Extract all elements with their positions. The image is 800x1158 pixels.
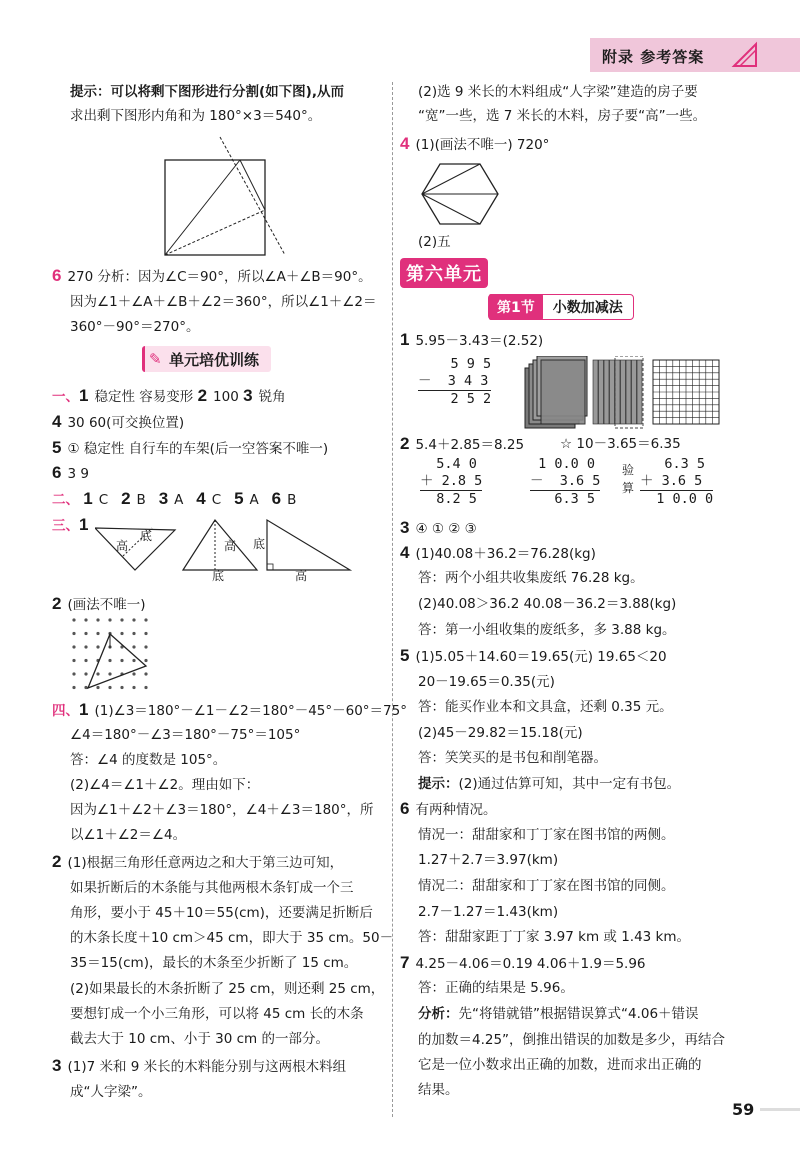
vertical-check: 6.3 5 ＋ 3.6 5 1 0.0 0 [640,456,714,507]
part4-line: 如果折断后的木条能与其他两根木条钉成一个三 [70,880,354,896]
q4-line: 4 (1)(画法不唯一) 720° [400,134,550,153]
q6-line: 6 270 分析：因为∠C＝90°，所以∠A＋∠B＝90°。 [52,266,372,285]
tenth-strip [593,360,598,424]
grid-dot [132,618,135,621]
ruler-icon [730,38,760,72]
grid-dot [96,686,99,689]
part4-line: 成“人字梁”。 [70,1084,152,1100]
s5-line: 20－19.65＝0.35(元) [418,674,555,690]
s5-tip: 提示：(2)通过估算可知，其中一定有书包。 [418,776,681,792]
s5-line: (2)45－29.82＝15.18(元) [418,725,583,741]
s5-line: 答：笑笑买的是书包和削笔器。 [418,750,607,766]
s2-line: ☆ 10－3.65＝6.35 [560,436,681,452]
polygon-split-figure [160,135,295,260]
tenth-strip [610,360,615,424]
part4-line: ∠4＝180°－∠3＝180°－75°＝105° [70,727,301,743]
tip-line: 求出剩下图形内角和为 180°×3＝540°。 [70,108,322,124]
q6-line: 因为∠1＋∠A＋∠B＋∠2＝360°，所以∠1＋∠2＝ [70,294,377,310]
s7-line: 7 4.25－4.06＝0.19 4.06＋1.9＝5.96 [400,953,646,972]
grid-dot [96,632,99,635]
vertical-subtraction: 5 9 5 － 3 4 3 2 5 2 [418,356,492,407]
grid-dot [72,686,75,689]
part2-line: 二、 1 C 2 B 3 A 4 C 5 A 6 B [52,489,297,508]
part1-line: 一、1 稳定性 容易变形 2 100 3 锐角 [52,386,286,405]
s4-line: 答：两个小组共收集废纸 76.28 kg。 [418,570,644,586]
unit-practice-title: ✎ 单元培优训练 [142,346,271,372]
label-base: 底 [212,569,225,583]
grid-dot [132,686,135,689]
grid-dot [84,672,87,675]
grid-dot [120,659,123,662]
part4-line: 要想钉成一个小三角形，可以将 45 cm 长的木条 [70,1006,364,1022]
grid-dot [72,632,75,635]
grid-dot [96,645,99,648]
s1-line: 1 5.95－3.43＝(2.52) [400,330,544,349]
part4-q2: 2 (1)根据三角形任意两边之和大于第三边可知， [52,852,344,871]
grid-dot [96,672,99,675]
tip-line: 提示：可以将剩下图形进行分割(如下图),从而 [70,84,344,100]
grid-dot [144,659,147,662]
grid-dot [132,632,135,635]
grid-dot [84,618,87,621]
part4-line: 的木条长度＋10 cm＞45 cm，即大于 35 cm。50－ [70,930,394,946]
s6-line: 情况二：甜甜家和丁丁家在图书馆的同侧。 [418,878,675,894]
label-height: 高 [116,539,129,553]
s7-line: 答：正确的结果是 5.96。 [418,980,574,996]
dot-grid-figure [66,616,166,692]
grid-dot [72,672,75,675]
grid-dot [120,632,123,635]
vertical-subtraction-2: 1 0.0 0 － 3.6 5 6.3 5 [530,456,601,507]
page-number: 59 [732,1100,755,1119]
tenth-strip [604,360,609,424]
hexagon-figure [420,160,500,228]
s6-line: 1.27＋2.7＝3.97(km) [418,852,559,868]
grid-dot [72,618,75,621]
q6-line: 360°－90°＝270°。 [70,319,200,335]
label-base: 底 [140,529,153,543]
s4-line: 4 (1)40.08＋36.2＝76.28(kg) [400,543,596,562]
grid-dot [72,645,75,648]
check-label: 验 [622,463,635,477]
vertical-addition: 5.4 0 ＋ 2.8 5 8.2 5 [420,456,483,507]
grid-dot [144,645,147,648]
grid-dot [84,645,87,648]
right-line: (2)选 9 米长的木料组成“人字梁”建造的房子要 [418,84,698,100]
label-height: 高 [295,569,308,583]
s4-line: (2)40.08＞36.2 40.08－36.2＝3.88(kg) [418,596,677,612]
grid-dot [120,618,123,621]
tenth-strip [621,360,626,424]
part4-line: 四、1 (1)∠3＝180°－∠1－∠2＝180°－45°－60°＝75° [52,700,407,719]
part3-label: 三、1 [52,515,89,534]
part4-line: 因为∠1＋∠2＋∠3＝180°，∠4＋∠3＝180°，所 [70,802,374,818]
right-line: “宽”一些，选 7 米长的木料，房子要“高”一些。 [418,108,707,124]
part4-line: 35＝15(cm)，最长的木条至少折断了 15 cm。 [70,955,358,971]
check-label: 算 [622,481,635,495]
part4-line: (2)如果最长的木条折断了 25 cm，则还剩 25 cm， [70,981,385,997]
s7-analysis: 分析：先“将错就错”根据错误算式“4.06＋错误 [418,1006,699,1022]
grid-dot [132,659,135,662]
s7-line: 它是一位小数求出正确的加数，进而求出正确的 [418,1057,702,1073]
tenth-strip [632,360,637,424]
part4-q3: 3 (1)7 米和 9 米长的木料能分别与这两根木料组 [52,1056,347,1075]
s6-line: 6 有两种情况。 [400,799,497,818]
s2-line: 2 5.4＋2.85＝8.25 [400,434,525,453]
grid-dot [84,632,87,635]
grid-dot [132,645,135,648]
page-number-rule [760,1108,800,1111]
part4-line: 角形，要小于 45＋10＝55(cm)，还要满足折断后 [70,905,373,921]
grid-dot [144,618,147,621]
grid-dot [108,618,111,621]
s3-line: 3 ④ ① ② ③ [400,518,477,537]
part1-line: 4 30 60(可交换位置) [52,412,185,431]
decimal-blocks-figure [515,356,730,436]
part4-line: 截去大于 10 cm、小于 30 cm 的一部分。 [70,1031,329,1047]
s7-line: 的加数＝4.25”，倒推出错误的加数是多少，再结合 [418,1032,726,1048]
part4-line: (2)∠4＝∠1＋∠2。理由如下： [70,777,260,793]
tenth-strip [615,360,620,424]
grid-dot [144,632,147,635]
grid-dot [132,672,135,675]
grid-dot [144,686,147,689]
tenth-strip [626,360,631,424]
column-divider [392,82,393,1117]
grid-dot [96,618,99,621]
pencil-icon: ✎ [149,350,162,368]
tenth-strip [599,360,604,424]
q4-line: (2)五 [418,234,451,250]
s6-line: 情况一：甜甜家和丁丁家在图书馆的两侧。 [418,827,675,843]
label-base: 底 [253,537,266,551]
label-height: 高 [224,539,237,553]
header-title: 附录 参考答案 [602,48,705,66]
part3-q2: 2 (画法不唯一) [52,594,146,613]
tenth-strip [637,360,642,424]
s5-line: 5 (1)5.05＋14.60＝19.65(元) 19.65＜20 [400,646,667,665]
grid-dot [108,672,111,675]
s7-line: 结果。 [418,1082,459,1098]
part4-line: 答：∠4 的度数是 105°。 [70,752,227,768]
s4-line: 答：第一小组收集的废纸多，多 3.88 kg。 [418,622,676,638]
grid-dot [84,659,87,662]
part1-line: 6 3 9 [52,463,89,482]
part1-line: 5 ① 稳定性 自行车的车架(后一空答案不唯一) [52,438,329,457]
grid-dot [108,659,111,662]
grid-dot [120,686,123,689]
unit-six-title: 第六单元 [400,258,488,288]
section-title: 第1节 小数加减法 [488,294,634,320]
s5-line: 答：能买作业本和文具盒，还剩 0.35 元。 [418,699,673,715]
grid-dot [144,672,147,675]
grid-dot [108,686,111,689]
part4-line: 以∠1＋∠2＝∠4。 [70,827,187,843]
grid-dot [72,659,75,662]
s6-line: 2.7－1.27＝1.43(km) [418,904,559,920]
s6-line: 答：甜甜家距丁丁家 3.97 km 或 1.43 km。 [418,929,691,945]
